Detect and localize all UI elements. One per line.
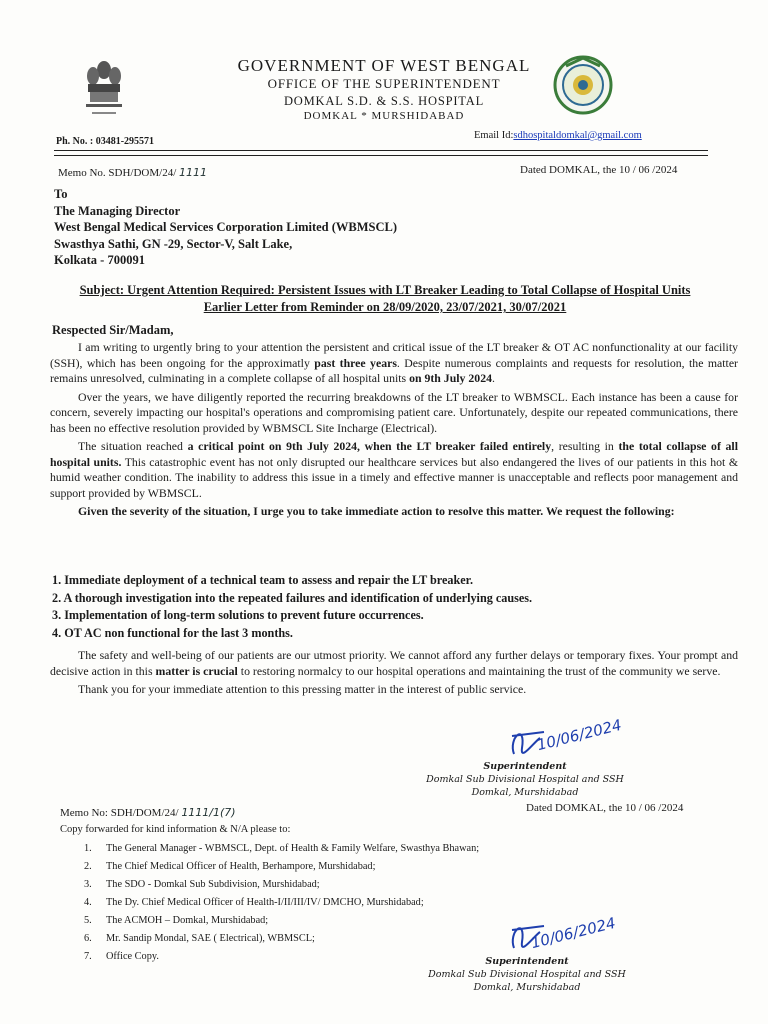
email-label: Email Id: bbox=[474, 130, 514, 141]
list-item: 7. Office Copy. bbox=[84, 951, 159, 962]
paragraph-6: Thank you for your immediate attention to this pressing matter in the interest of public service. bbox=[78, 682, 527, 696]
signature-date-handwritten: 10/06/2024 bbox=[529, 913, 618, 953]
list-item: 1. The General Manager - WBMSCL, Dept. of Health & Family Welfare, Swasthya Bhawan; bbox=[84, 843, 480, 854]
letterhead-hospital: DOMKAL S.D. & S.S. HOSPITAL bbox=[283, 94, 485, 108]
closing-paragraphs bbox=[50, 648, 738, 701]
address-to: To bbox=[54, 187, 68, 201]
list-item: 3. The SDO - Domkal Sub Subdivision, Murshidabad; bbox=[84, 879, 320, 890]
paragraph-3: The situation reached a critical point on 9th July 2024, when the LT breaker failed entirely, resulting in the total collapse of all hospital units. This catastrophic event has not only disrupted our healthcare services but also endangered the lives of our patients in this hot & humid weather condition. The inability to address this issue in a timely and effective manner is unacceptable and reflects poor management and support provided by WBMSCL. bbox=[50, 439, 738, 500]
copy-memo-prefix: Memo No: SDH/DOM/24/ bbox=[60, 807, 179, 819]
address-line: The Managing Director bbox=[54, 203, 181, 218]
subject-line: Subject: Urgent Attention Required: Persistent Issues with LT Breaker Leading to Total Collapse of Hospital Units bbox=[79, 283, 691, 297]
signature-date-handwritten: 10/06/2024 bbox=[535, 715, 624, 755]
signature-block bbox=[412, 955, 642, 994]
copy-memo-handwritten: 1111/1(7) bbox=[181, 806, 236, 819]
list-item: 5. The ACMOH – Domkal, Murshidabad; bbox=[84, 915, 269, 926]
signatory-place: Domkal, Murshidabad bbox=[471, 787, 579, 798]
email-line bbox=[474, 130, 642, 141]
header-divider bbox=[54, 150, 708, 151]
list-item: 2. A thorough investigation into the repeated failures and identification of underlying causes. bbox=[52, 590, 533, 605]
email-link[interactable]: sdhospitaldomkal@gmail.com bbox=[513, 130, 642, 141]
list-item: 4. The Dy. Chief Medical Officer of Health-I/II/III/IV/ DMCHO, Murshidabad; bbox=[84, 897, 424, 908]
list-item: 3. Implementation of long-term solutions to prevent future occurrences. bbox=[52, 608, 424, 622]
memo-number-prefix: Memo No. SDH/DOM/24/ bbox=[58, 167, 177, 179]
signatory-office: Domkal Sub Divisional Hospital and SSH bbox=[426, 774, 624, 785]
signatory-place: Domkal, Murshidabad bbox=[473, 982, 581, 993]
list-item: 6. Mr. Sandip Mondal, SAE ( Electrical), WBMSCL; bbox=[84, 933, 315, 944]
memo-date: Dated DOMKAL, the 10 / 06 /2024 bbox=[520, 164, 678, 176]
copy-recipient-list bbox=[84, 840, 479, 966]
address-line: Kolkata - 700091 bbox=[54, 253, 145, 267]
signatory-title: Superintendent bbox=[485, 956, 569, 967]
signatory-office: Domkal Sub Divisional Hospital and SSH bbox=[428, 969, 626, 980]
address-line: West Bengal Medical Services Corporation Limited (WBMSCL) bbox=[54, 220, 398, 234]
subject-reference: Earlier Letter from Reminder on 28/09/2020, 23/07/2021, 30/07/2021 bbox=[203, 300, 567, 314]
salutation: Respected Sir/Madam, bbox=[52, 323, 174, 337]
subject-block bbox=[50, 282, 720, 316]
list-item: 4. OT AC non functional for the last 3 months. bbox=[52, 625, 293, 640]
memo-number-handwritten: 1111 bbox=[179, 166, 208, 179]
paragraph-1: I am writing to urgently bring to your attention the persistent and critical issue of the LT breaker & OT AC nonfunctionality at our facility (SSH), which has been ongoing for the approximatly past three years. Despite numerous complaints and requests for resolution, the matter remains unresolved, culminating in a complete collapse of all hospital units on 9th July 2024. bbox=[50, 340, 738, 385]
copy-memo-date: Dated DOMKAL, the 10 / 06 /2024 bbox=[526, 802, 684, 814]
phone-number: Ph. No. : 03481-295571 bbox=[56, 136, 155, 147]
paragraph-4: Given the severity of the situation, I urge you to take immediate action to resolve this matter. We request the following: bbox=[78, 504, 675, 518]
copy-intro: Copy forwarded for kind information & N/A please to: bbox=[60, 824, 291, 835]
address-line: Swasthya Sathi, GN -29, Sector-V, Salt Lake, bbox=[54, 236, 293, 251]
letterhead-office: OFFICE OF THE SUPERINTENDENT bbox=[267, 76, 501, 91]
list-item: 2. The Chief Medical Officer of Health, Berhampore, Murshidabad; bbox=[84, 861, 376, 872]
paragraph-2: Over the years, we have diligently reported the recurring breakdowns of the LT breaker to WBMSCL. Each instance has been a cause for concern, severely impacting our hospital's operations and compromising patient care. Unfortunately, despite our repeated communications, there has been no effective resolution provided by WBMSCL Site Incharge (Electrical). bbox=[50, 389, 738, 435]
recipient-address bbox=[54, 186, 397, 269]
paragraph-5: The safety and well-being of our patients are our utmost priority. We cannot afford any further delays or temporary fixes. Your prompt and decisive action in this matter is crucial to restoring normalcy to our hospital operations and maintaining the trust of the community we serve. bbox=[50, 648, 738, 678]
request-list bbox=[52, 572, 732, 642]
header-divider-thin bbox=[54, 155, 708, 156]
letterhead-government: GOVERNMENT OF WEST BENGAL bbox=[237, 56, 531, 75]
signature-block bbox=[410, 760, 640, 799]
letter-body bbox=[50, 340, 738, 523]
list-item: 1. Immediate deployment of a technical team to assess and repair the LT breaker. bbox=[52, 573, 474, 587]
copy-memo-number bbox=[60, 806, 236, 819]
letterhead-location: DOMKAL * MURSHIDABAD bbox=[303, 110, 465, 122]
memo-number bbox=[58, 166, 207, 179]
signatory-title: Superintendent bbox=[483, 761, 567, 772]
